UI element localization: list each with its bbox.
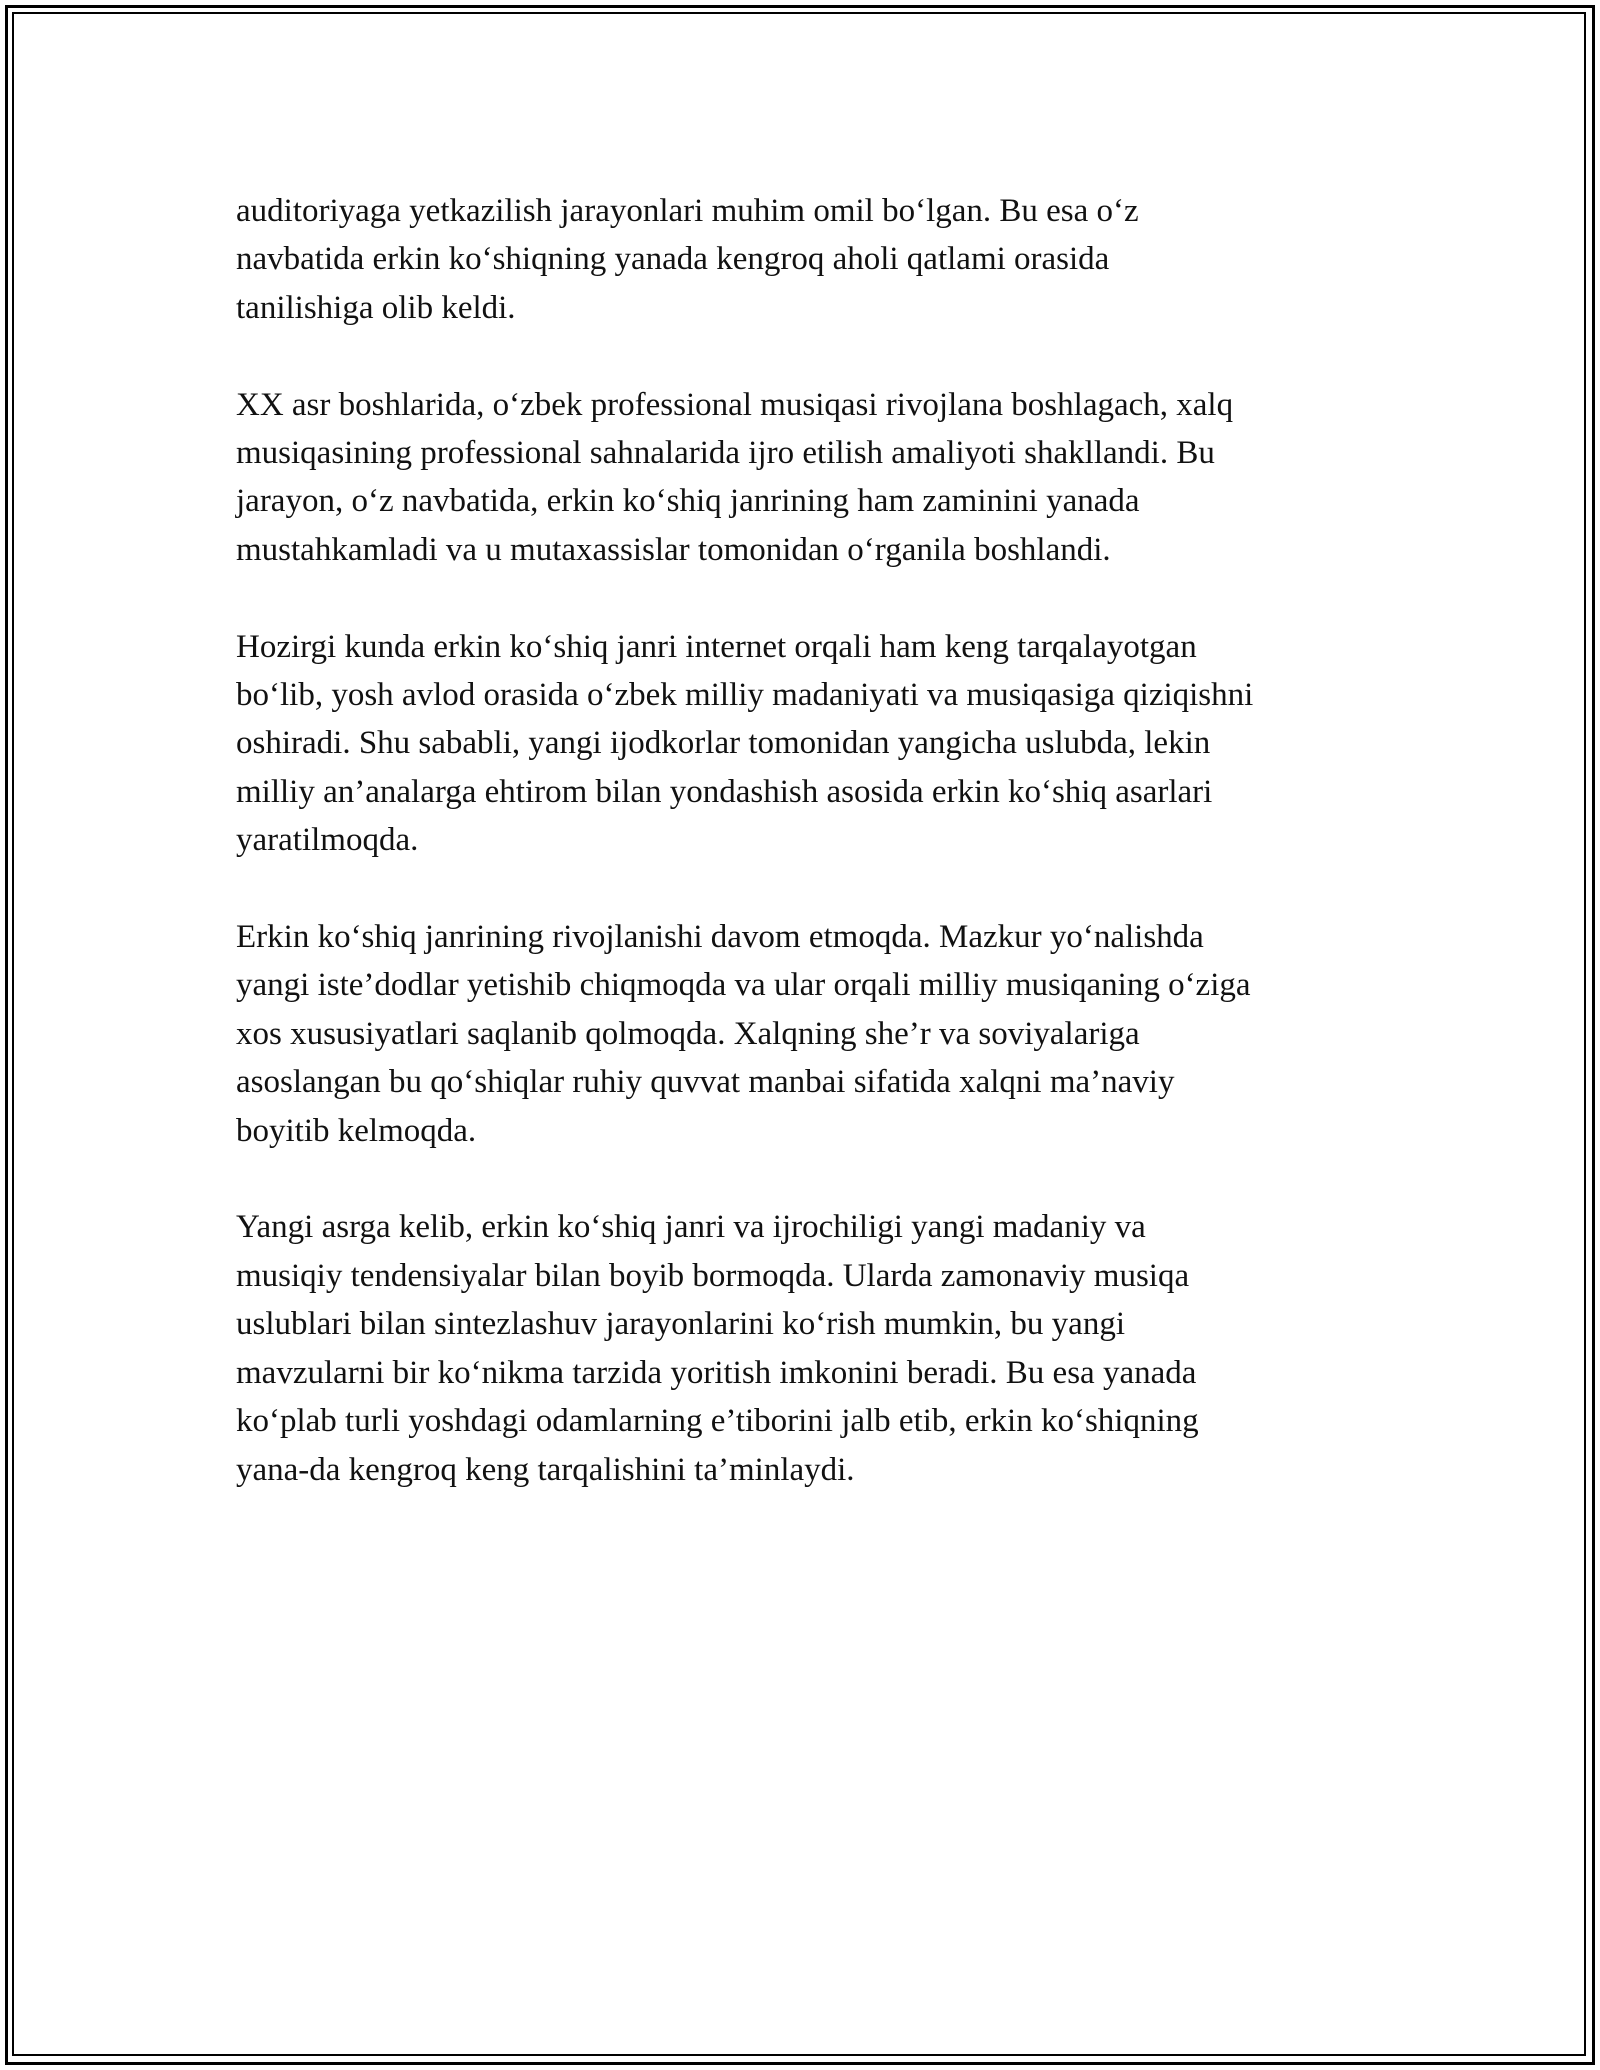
text-line: boyitib kelmoqda. bbox=[236, 1112, 477, 1149]
text-line: mavzularni bir ko‘nikma tarzida yoritish imkonini beradi. Bu esa yanada bbox=[236, 1354, 1197, 1391]
text-line: asoslangan bu qo‘shiqlar ruhiy quvvat manbai sifatida xalqni ma’naviy bbox=[236, 1064, 1175, 1101]
text-line: milliy an’analarga ehtirom bilan yondashish asosida erkin ko‘shiq asarlari bbox=[236, 773, 1213, 810]
text-line: Hozirgi kunda erkin ko‘shiq janri internet orqali ham keng tarqalayotgan bbox=[236, 628, 1197, 665]
paragraph-4 bbox=[236, 913, 1386, 1155]
text-line: oshiradi. Shu sababli, yangi ijodkorlar tomonidan yangicha uslubda, lekin bbox=[236, 725, 1211, 762]
text-line: Yangi asrga kelib, erkin ko‘shiq janri va ijrochiligi yangi madaniy va bbox=[236, 1209, 1146, 1246]
text-line: navbatida erkin ko‘shiqning yanada kengroq aholi qatlami orasida bbox=[236, 241, 1110, 278]
paragraph-2 bbox=[236, 381, 1386, 575]
paragraph-5 bbox=[236, 1203, 1386, 1493]
text-line: musiqasining professional sahnalarida ijro etilish amaliyoti shakllandi. Bu bbox=[236, 435, 1215, 472]
text-line: yangi iste’dodlar yetishib chiqmoqda va ular orqali milliy musiqaning o‘ziga bbox=[236, 967, 1251, 1004]
paragraph-3 bbox=[236, 623, 1386, 865]
text-line: Erkin ko‘shiq janrining rivojlanishi davom etmoqda. Mazkur yo‘nalishda bbox=[236, 919, 1204, 956]
text-line: XX asr boshlarida, o‘zbek professional musiqasi rivojlana boshlagach, xalq bbox=[236, 386, 1234, 423]
text-line: jarayon, o‘z navbatida, erkin ko‘shiq janrining ham zaminini yanada bbox=[236, 483, 1140, 520]
text-line: uslublari bilan sintezlashuv jarayonlarini ko‘rish mumkin, bu yangi bbox=[236, 1306, 1126, 1343]
text-line: ko‘plab turli yoshdagi odamlarning e’tiborini jalb etib, erkin ko‘shiqning bbox=[236, 1403, 1199, 1440]
text-line: yaratilmoqda. bbox=[236, 822, 419, 859]
text-line: bo‘lib, yosh avlod orasida o‘zbek milliy madaniyati va musiqasiga qiziqishni bbox=[236, 677, 1254, 714]
paragraph-1 bbox=[236, 187, 1386, 332]
text-line: musiqiy tendensiyalar bilan boyib bormoqda. Ularda zamonaviy musiqa bbox=[236, 1257, 1190, 1294]
text-line: tanilishiga olib keldi. bbox=[236, 289, 516, 326]
text-line: xos xususiyatlari saqlanib qolmoqda. Xalqning she’r va soviyalariga bbox=[236, 1015, 1140, 1052]
text-line: auditoriyaga yetkazilish jarayonlari muhim omil bo‘lgan. Bu esa o‘z bbox=[236, 193, 1139, 229]
text-line: mustahkamladi va u mutaxassislar tomonidan o‘rganila boshlandi. bbox=[236, 531, 1111, 568]
document-body bbox=[236, 187, 1386, 1542]
text-line: yana-da kengroq keng tarqalishini ta’minlaydi. bbox=[236, 1451, 855, 1488]
